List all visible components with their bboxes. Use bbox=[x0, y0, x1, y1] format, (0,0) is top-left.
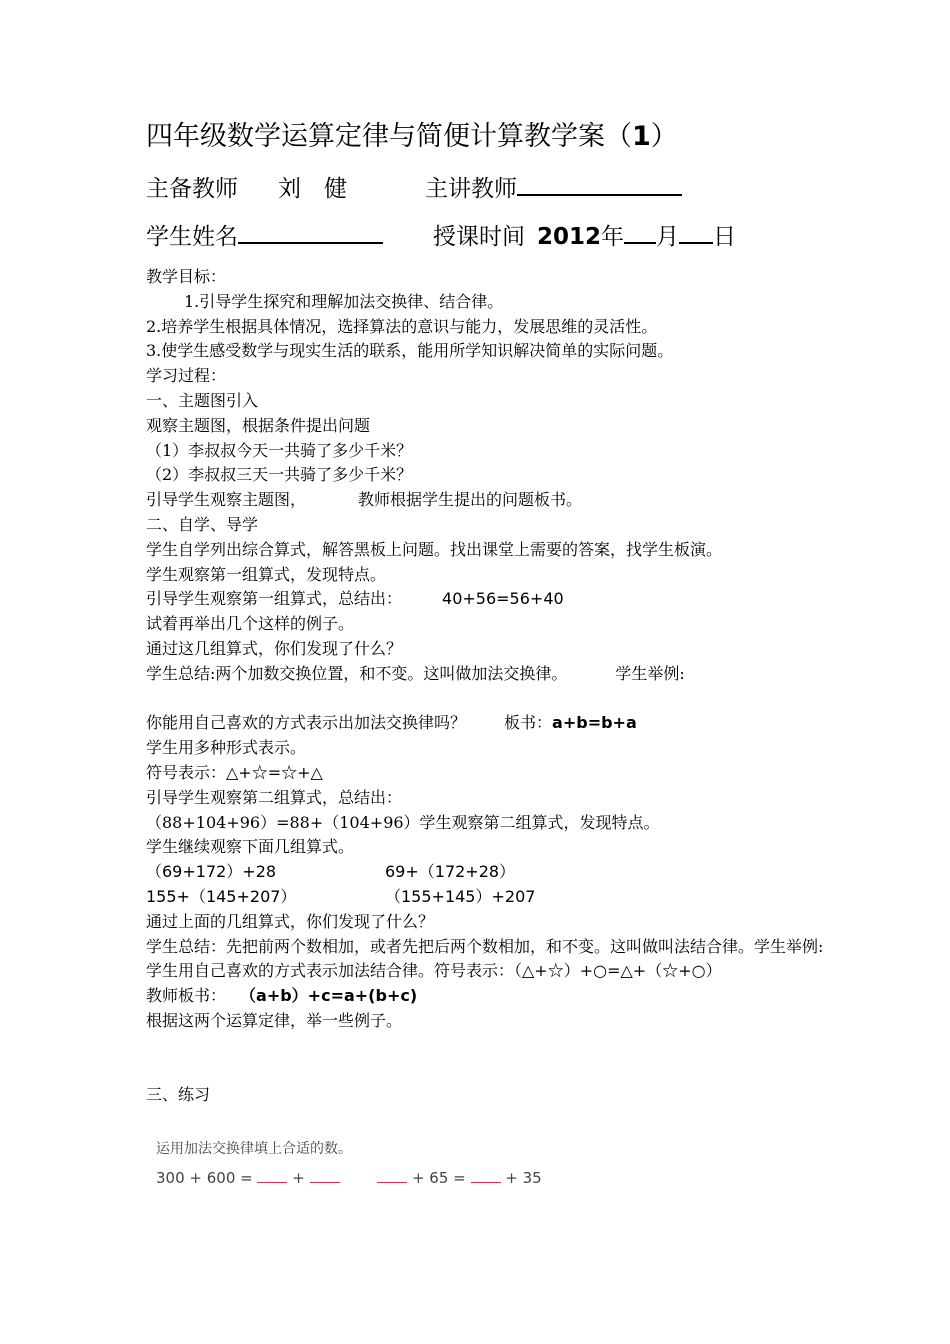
lesson-body bbox=[146, 265, 826, 1108]
page-title bbox=[146, 114, 678, 153]
section-2-heading: 二、自学、导学 bbox=[146, 514, 259, 534]
process-heading: 学习过程： bbox=[146, 366, 227, 386]
section-2-line: 通过这几组算式，你们发现了什么？ bbox=[146, 638, 403, 658]
preparer-name: 刘 健 bbox=[278, 176, 347, 202]
title-text: 四年级数学运算定律与简便计算教学案（ bbox=[146, 121, 632, 152]
formula: 40+56=56+40 bbox=[442, 589, 564, 609]
section-1-line: （2）李叔叔三天一共骑了多少千米？ bbox=[146, 465, 413, 485]
answer-blank[interactable] bbox=[471, 1168, 501, 1183]
formula: （a+b）+c=a+(b+c) bbox=[240, 986, 418, 1006]
student-name-blank[interactable] bbox=[238, 222, 383, 244]
year-value: 2012 bbox=[537, 224, 602, 250]
exercise-row bbox=[156, 1168, 542, 1187]
example-expression: 69+（172+28） bbox=[385, 862, 516, 882]
student-row bbox=[146, 218, 736, 251]
formula: a+b=b+a bbox=[552, 713, 637, 733]
student-label: 学生姓名 bbox=[146, 224, 238, 250]
exercise-expression: + 65 = bbox=[411, 1169, 466, 1187]
section-2-line bbox=[146, 984, 826, 1009]
section-2-line: 学生继续观察下面几组算式。 bbox=[146, 837, 355, 857]
section-2-line: 学生总结：先把前两个数相加，或者先把后两个数相加，和不变。这叫做叫法结合律。学生举例: bbox=[146, 936, 824, 956]
example-expression: （69+172）+28 bbox=[146, 862, 277, 882]
year-unit: 年 bbox=[601, 224, 625, 250]
day-blank[interactable] bbox=[679, 222, 713, 244]
day-unit: 日 bbox=[713, 224, 737, 250]
line-text: 学生总结:两个加数交换位置，和不变。这叫做加法交换律。 bbox=[146, 663, 568, 683]
answer-blank[interactable] bbox=[257, 1168, 287, 1183]
goals-heading: 教学目标： bbox=[146, 267, 227, 286]
exercise-expression: 300 + 600 = bbox=[156, 1169, 253, 1187]
lecturer-blank[interactable] bbox=[517, 174, 682, 196]
answer-blank[interactable] bbox=[377, 1168, 407, 1183]
month-unit: 月 bbox=[656, 224, 680, 250]
section-1-heading: 一、主题图引入 bbox=[146, 390, 259, 410]
guide-text: 引导学生观察主题图， bbox=[146, 490, 307, 510]
blank-line bbox=[146, 1059, 826, 1084]
line-text: 引导学生观察第一组算式，总结出： bbox=[146, 589, 403, 609]
exercise-image bbox=[156, 1138, 542, 1187]
preparer-label: 主备教师 bbox=[146, 176, 238, 202]
teacher-row bbox=[146, 170, 682, 203]
section-2-line: 学生自学列出综合算式，解答黑板上问题。找出课堂上需要的答案，找学生板演。 bbox=[146, 539, 723, 559]
section-2-line bbox=[146, 587, 826, 612]
section-2-line: （88+104+96）=88+（104+96）学生观察第二组算式，发现特点。 bbox=[146, 812, 660, 832]
section-2-line: 学生用多种形式表示。 bbox=[146, 738, 307, 758]
section-3-heading: 三、练习 bbox=[146, 1085, 211, 1105]
line-text: 板书： bbox=[504, 713, 553, 733]
line-text: 你能用自己喜欢的方式表示出加法交换律吗？ bbox=[146, 713, 467, 733]
section-2-line: 引导学生观察第二组算式，总结出： bbox=[146, 787, 403, 807]
answer-blank[interactable] bbox=[310, 1168, 340, 1183]
example-row bbox=[146, 885, 826, 910]
section-1-line: 观察主题图，根据条件提出问题 bbox=[146, 415, 371, 435]
goal-item: 2.培养学生根据具体情况，选择算法的意识与能力，发展思维的灵活性。 bbox=[146, 316, 658, 336]
section-2-line bbox=[146, 662, 826, 687]
line-text: 教师板书： bbox=[146, 986, 227, 1006]
section-2-line: 符号表示：△+☆=☆+△ bbox=[146, 762, 323, 782]
time-label: 授课时间 bbox=[433, 224, 525, 250]
title-number: 1 bbox=[632, 121, 651, 152]
goal-item: 3.使学生感受数学与现实生活的联系，能用所学知识解决简单的实际问题。 bbox=[146, 341, 674, 361]
line-text: 学生举例: bbox=[615, 663, 685, 683]
section-2-line: 通过上面的几组算式，你们发现了什么？ bbox=[146, 911, 435, 931]
blank-line bbox=[146, 687, 826, 712]
example-expression: （155+145）+207 bbox=[385, 886, 536, 906]
exercise-plus: + bbox=[292, 1169, 305, 1187]
section-2-line: 学生观察第一组算式，发现特点。 bbox=[146, 564, 387, 584]
title-close: ） bbox=[650, 121, 678, 152]
exercise-instruction: 运用加法交换律填上合适的数。 bbox=[156, 1141, 352, 1157]
lecturer-label: 主讲教师 bbox=[425, 176, 517, 202]
section-2-line: 根据这两个运算定律，举一些例子。 bbox=[146, 1010, 403, 1030]
guide-text: 教师根据学生提出的问题板书。 bbox=[358, 490, 583, 510]
month-blank[interactable] bbox=[624, 222, 656, 244]
example-row bbox=[146, 860, 826, 885]
section-1-line: （1）李叔叔今天一共骑了多少千米？ bbox=[146, 440, 413, 460]
section-2-line bbox=[146, 711, 826, 736]
goal-item: 1.引导学生探究和理解加法交换律、结合律。 bbox=[184, 291, 504, 311]
blank-line bbox=[146, 1034, 826, 1059]
section-2-line: 学生用自己喜欢的方式表示加法结合律。符号表示：（△+☆）+○=△+（☆+○） bbox=[146, 961, 722, 981]
example-expression: 155+（145+207） bbox=[146, 886, 297, 906]
section-2-line: 试着再举出几个这样的例子。 bbox=[146, 614, 355, 634]
exercise-expression: + 35 bbox=[505, 1169, 542, 1187]
section-1-guide bbox=[146, 488, 826, 513]
